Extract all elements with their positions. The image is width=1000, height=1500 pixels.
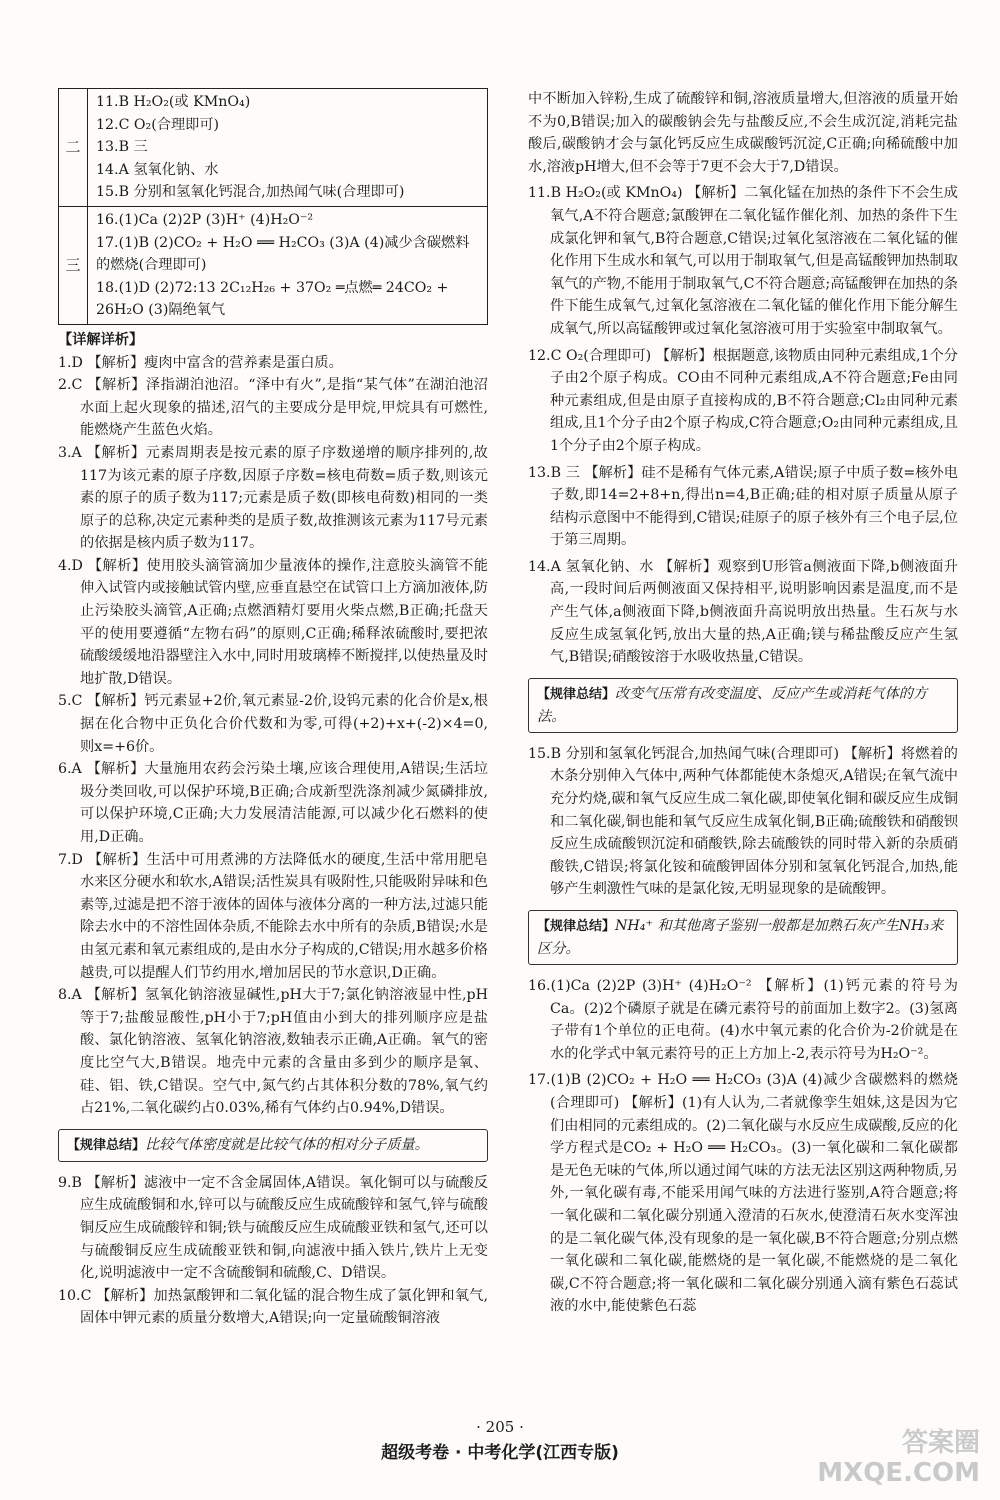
answer-item: 14.A 氢氧化钠、水 【解析】观察到U形管a侧液面下降,b侧液面升高,一段时间后两侧液面又保持相平,说明影响因素是温度,而不是产生气体,a侧液面下降,b侧液面升高说明放出热量。生石灰与水反应生成氢氧化钙,放出大量的热,A正确;镁与稀盐酸反应产生氢气,B错误;硝酸铵溶于水吸收热量,C错误。	[528, 558, 958, 666]
book-title: 超级考卷 · 中考化学(江西专版)	[381, 1443, 619, 1463]
detailed-analysis-heading: 【详解详析】	[58, 331, 144, 348]
rule-summary-text: 改变气压常有改变温度、反应产生或消耗气体的方法。	[537, 685, 928, 725]
answer-item: 2.C 【解析】泽指湖泊池沼。“泽中有火”,是指“某气体”在湖泊池沼水面上起火现象的描述,沼气的主要成分是甲烷,甲烷具有可燃性,能燃烧产生蓝色火焰。	[58, 377, 488, 439]
summary-row: 18.(1)D (2)72:13 2C₁₂H₂₆ + 37O₂ ═点燃═ 24CO₂ + 26H₂O (3)隔绝氧气	[96, 279, 449, 319]
answer-item: 4.D 【解析】使用胶头滴管滴加少量液体的操作,注意胶头滴管不能伸入试管内或接触试管内壁,应垂直悬空在试管口上方滴加液体,防止污染胶头滴管,A正确;点燃酒精灯要用火柴点燃,B正确;托盘天平的使用要遵循“左物右码”的原则,C正确;稀释浓硫酸时,要把浓硫酸缓缓地沿器壁注入水中,同时用玻璃棒不断搅拌,以使热量及时地扩散,D错误。	[58, 557, 488, 687]
answer-item: 11.B H₂O₂(或 KMnO₄) 【解析】二氧化锰在加热的条件下不会生成氧气,A不符合题意;氯酸钾在二氧化锰作催化剂、加热的条件下生成氯化钾和氧气,B符合题意,C错误;过氧化氢溶液在二氧化锰的催化作用下生成水和氧气,可以用于制取氧气,但是高锰酸钾加热制取氧气的产物,不能用于制取氧气,C不符合题意;高锰酸钾在加热的条件下能生成氧气,过氧化氢溶液在二氧化锰的催化作用下能分解生成氧气,所以高锰酸钾或过氧化氢溶液可用于实验室中制取氧气。	[528, 185, 958, 337]
answer-item: 10.C 【解析】加热氯酸钾和二氧化锰的混合物生成了氯化钾和氧气,固体中钾元素的质量分数增大,A错误;向一定量硫酸铜溶液	[58, 1287, 488, 1327]
summary-row: 17.(1)B (2)CO₂ + H₂O ══ H₂CO₃ (3)A (4)减少含碳燃料的燃烧(合理即可)	[96, 234, 470, 274]
answer-item: 3.A 【解析】元素周期表是按元素的原子序数递增的顺序排列的,故117为该元素的原子序数,因原子序数=核电荷数=质子数,则该元素的原子的质子数为117;元素是质子数(即核电荷数)相同的一类原子的总称,决定元素种类的是质子数,故推测该元素为117号元素的依据是核内质子数为117。	[58, 444, 488, 552]
section-3-label: 三	[59, 206, 88, 324]
page-number: · 205 ·	[476, 1418, 524, 1436]
summary-row: 14.A 氢氧化钠、水	[96, 161, 219, 178]
answer-item: 6.A 【解析】大量施用农药会污染土壤,应该合理使用,A错误;生活垃圾分类回收,可以保护环境,B正确;合成新型洗涤剂减少氮磷排放,可以保护环境,C正确;大力发展清洁能源,可以减少化石燃料的使用,D正确。	[58, 761, 488, 845]
watermark-line: 答案圈	[901, 1428, 980, 1458]
left-column	[58, 88, 488, 1330]
section-3-answers	[88, 206, 488, 324]
summary-row: 13.B 三	[96, 139, 148, 156]
answer-item: 16.(1)Ca (2)2P (3)H⁺ (4)H₂O⁻² 【解析】(1)钙元素的符号为Ca。(2)2个磷原子就是在磷元素符号的前面加上数字2。(3)氢离子带有1个单位的正电荷。(4)水中氧元素的化合价为-2价就是在水的化学式中氧元素符号的正上方加上-2,表示符号为H₂O⁻²。	[528, 978, 958, 1062]
summary-row: 12.C O₂(合理即可)	[96, 116, 220, 133]
answer-item: 12.C O₂(合理即可) 【解析】根据题意,该物质由同种元素组成,1个分子由2个原子构成。CO由不同种元素组成,A不符合题意;Fe由同种元素组成,但是由原子直接构成的,B不符合题意;Cl₂由同种元素组成,且1个分子由2个原子构成,C符合题意;O₂由同种元素组成,且1个分子由2个原子构成。	[528, 347, 958, 454]
rule-summary-text: NH₄⁺ 和其他离子鉴别一般都是加熟石灰产生NH₃来区分。	[537, 918, 944, 957]
rule-summary-tag: 【规律总结】	[67, 1137, 146, 1153]
answer-item: 9.B 【解析】滤液中一定不含金属固体,A错误。氧化铜可以与硫酸反应生成硫酸铜和水,锌可以与硫酸反应生成硫酸锌和氢气,锌与硫酸铜反应生成硫酸锌和铜;铁与硫酸反应生成硫酸亚铁和氢气,还可以与硫酸铜反应生成硫酸亚铁和铜,向滤液中插入铁片,铁片上无变化,说明滤液中一定不含硫酸铜和硫酸,C、D错误。	[58, 1174, 488, 1282]
summary-row: 11.B H₂O₂(或 KMnO₄)	[96, 94, 251, 110]
continued-text: 中不断加入锌粉,生成了硫酸锌和铜,溶液质量增大,但溶液的质量开始不为0,B错误;加入的碳酸钠会先与盐酸反应,不会生成沉淀,消耗完盐酸后,碳酸钠才会与氯化钙反应生成碳酸钙沉淀,C正确;向稀硫酸中加水,溶液pH增大,但不会等于7更不会大于7,D错误。	[528, 91, 958, 175]
watermark-line: MXQE.COM	[817, 1458, 980, 1488]
section-2-answers	[88, 89, 488, 207]
section-2-label: 二	[59, 89, 88, 207]
right-column	[528, 88, 958, 1318]
rule-summary-box	[528, 910, 958, 965]
rule-summary-box	[528, 678, 958, 733]
answer-item: 15.B 分别和氢氧化钙混合,加热闻气味(合理即可) 【解析】将燃着的木条分别伸入气体中,两种气体都能使木条熄灭,A错误;在氧气流中充分灼烧,碳和氧气反应生成二氧化碳,即使氧化铜和碳反应生成铜和二氧化碳,铜也能和氧气反应生成氧化铜,B正确;硫酸铁和硝酸钡反应生成硫酸钡沉淀和硝酸铁,除去硫酸铁的同时带入新的杂质硝酸铁,C错误;将氯化铵和硫酸钾固体分别和氢氧化钙混合,加热,能够产生刺激性气味的是氯化铵,无明显现象的是硫酸钾。	[528, 745, 958, 898]
rule-summary-text: 比较气体密度就是比较气体的相对分子质量。	[145, 1136, 429, 1153]
answer-item: 13.B 三 【解析】硅不是稀有气体元素,A错误;原子中质子数=核外电子数,即14=2+8+n,得出n=4,B正确;硅的相对原子质量从原子结构示意图中不能得到,C错误;硅原子的原子核外有三个电子层,位于第三周期。	[528, 464, 958, 549]
answer-item: 1.D 【解析】瘦肉中富含的营养素是蛋白质。	[58, 354, 343, 371]
answer-item: 7.D 【解析】生活中可用煮沸的方法降低水的硬度,生活中常用肥皂水来区分硬水和软水,A错误;活性炭具有吸附性,只能吸附异味和色素等,过滤是把不溶于液体的固体与液体分离的一种方法,过滤只能除去水中的不溶性固体杂质,不能除去水中所有的杂质,B错误;水是由氢元素和氧元素组成的,是由水分子构成的,C错误;用水越多价格越贵,可以提醒人们节约用水,增加居民的节水意识,D正确。	[58, 851, 488, 981]
summary-row: 16.(1)Ca (2)2P (3)H⁺ (4)H₂O⁻²	[96, 211, 314, 228]
rule-summary-tag: 【规律总结】	[537, 919, 616, 934]
watermark-logo	[817, 1428, 980, 1488]
rule-summary-tag: 【规律总结】	[537, 686, 616, 702]
answer-item: 5.C 【解析】钙元素显+2价,氧元素显-2价,设钨元素的化合价是x,根据在化合物中正负化合价代数和为零,可得(+2)+x+(-2)×4=0,则x=+6价。	[58, 693, 488, 755]
summary-row: 15.B 分别和氢氧化钙混合,加热闻气味(合理即可)	[96, 184, 405, 201]
rule-summary-box	[58, 1129, 488, 1162]
answer-item: 17.(1)B (2)CO₂ + H₂O ══ H₂CO₃ (3)A (4)减少含碳燃料的燃烧(合理即可) 【解析】(1)有人认为,二者就像孪生姐妹,这是因为它们由相同的元素组成的。(2)二氧化碳与水反应生成碳酸,反应的化学方程式是CO₂ + H₂O ══ H₂CO₃。(3)一氧化碳和二氧化碳都是无色无味的气体,所以通过闻气味的方法无法区别这两种物质,另外,一氧化碳有毒,不能采用闻气味的方法进行鉴别,A符合题意;将一氧化碳和二氧化碳分别通入澄清的石灰水,使澄清石灰水变浑浊的是二氧化碳气体,没有现象的是一氧化碳,B不符合题意;分别点燃一氧化碳和二氧化碳,能燃烧的是一氧化碳,不能燃烧的是二氧化碳,C不符合题意;将一氧化碳和二氧化碳分别通入滴有紫色石蕊试液的水中,能使紫色石蕊	[528, 1072, 958, 1315]
answer-item: 8.A 【解析】氢氧化钠溶液显碱性,pH大于7;氯化钠溶液显中性,pH等于7;盐酸显酸性,pH小于7;pH值由小到大的排列顺序应是盐酸、氯化钠溶液、氢氧化钠溶液,数轴表示正确,A正确。氧气的密度比空气大,B错误。地壳中元素的含量由多到少的顺序是氧、硅、铝、铁,C错误。空气中,氮气约占其体积分数的78%,氧气约占21%,二氧化碳约占0.03%,稀有气体约占0.94%,D错误。	[58, 987, 488, 1117]
answer-summary-table	[58, 88, 488, 325]
